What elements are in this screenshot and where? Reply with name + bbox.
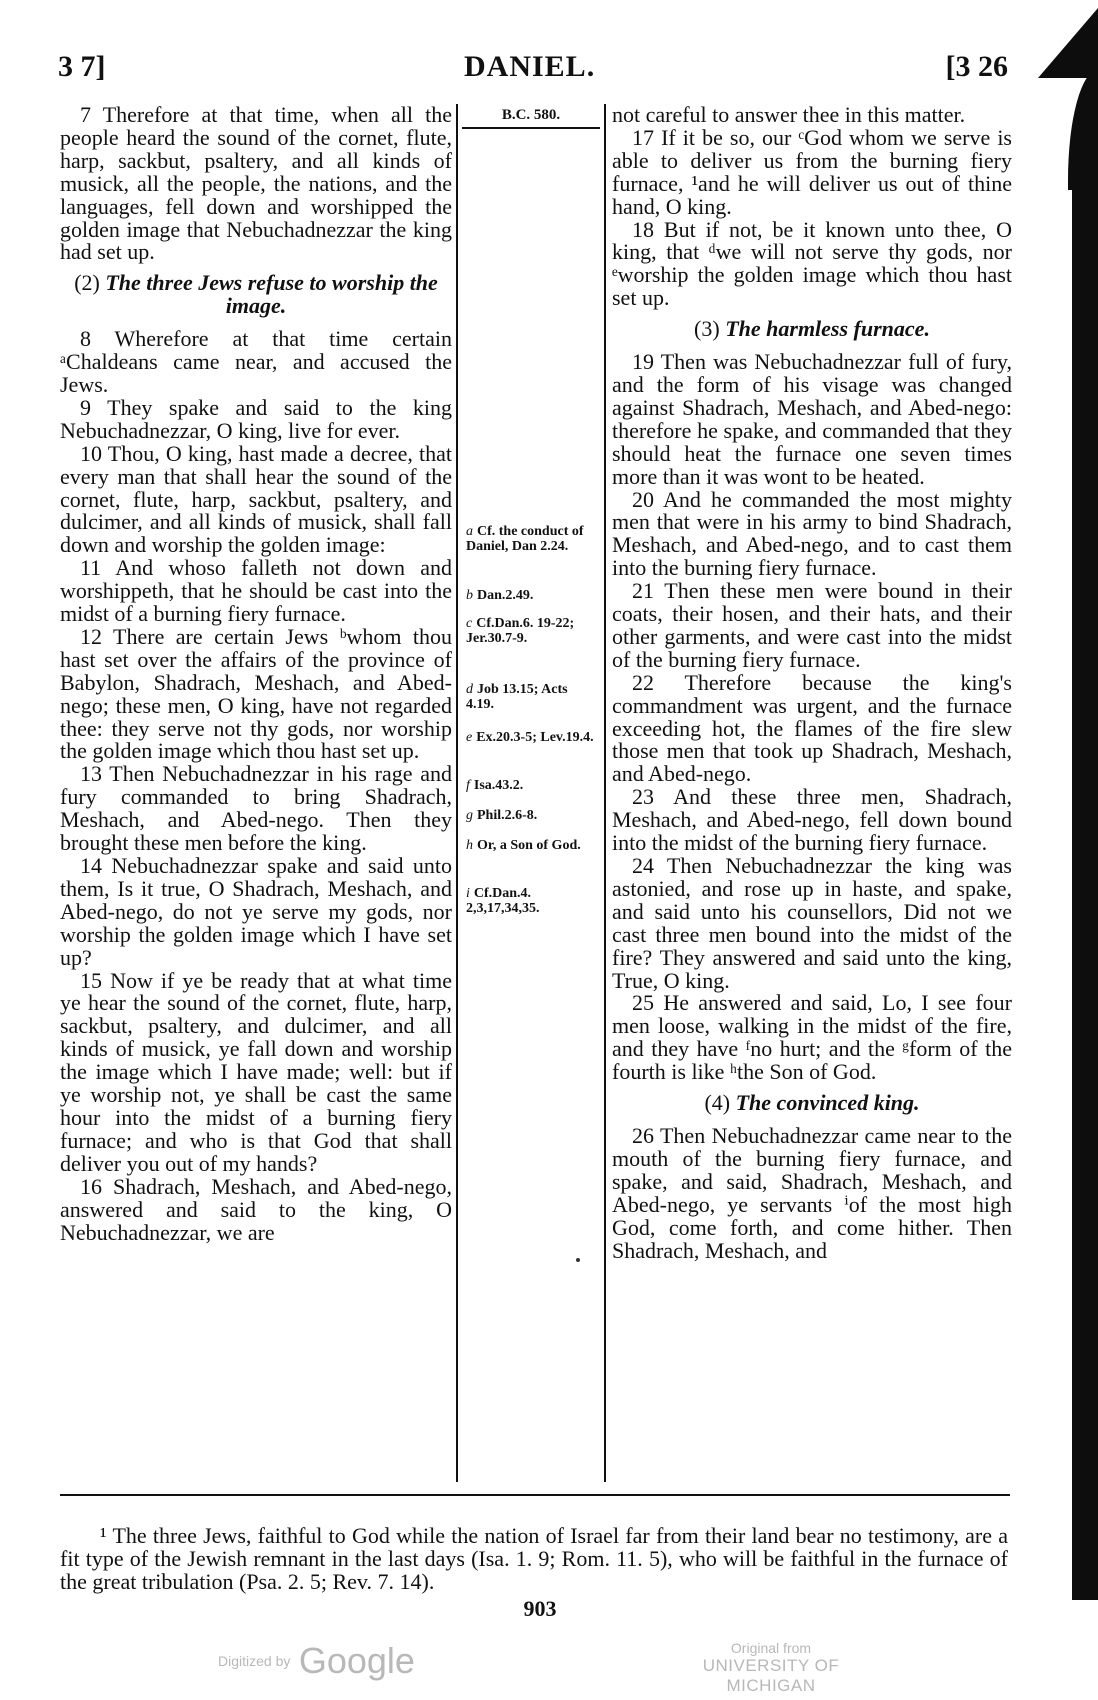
book-title: DANIEL.	[464, 50, 596, 83]
verse-9: 9 They spake and said to the king Nebuchadnezzar, O king, live for ever.	[60, 394, 452, 443]
left-column	[60, 104, 452, 1244]
original-from-label: Original from	[730, 1640, 812, 1656]
heading-text: The convinced king.	[735, 1090, 920, 1116]
verse-8: 8 Wherefore at that time certain ᵃChaldeans came near, and accused the Jews.	[60, 326, 452, 397]
column-divider-right	[604, 104, 606, 1482]
column-divider-left	[456, 104, 458, 1482]
margin-note-i: i Cf.Dan.4. 2,3,17,34,35.	[466, 886, 540, 916]
margin-note-f: f Isa.43.2.	[466, 778, 524, 793]
footnote: ¹ The three Jews, faithful to God while the nation of Israel far from their land bear no testimony, are a fit type of the Jewish remnant in the last days (Isa. 1. 9; Rom. 11. 5), who will be faithful in the furnace of the great tribulation (Psa. 2. 5; Rev. 7. 14).	[60, 1523, 1008, 1594]
running-header	[58, 50, 1008, 86]
verse-24: 24 Then Nebuchadnezzar the king was astonied, and rose up in haste, and spake, and said unto his counsellors, Did not we cast three men bound into the midst of the fire? They answered and said unto the king, True, O king.	[612, 853, 1012, 993]
margin-note-c: c Cf.Dan.6. 19-22; Jer.30.7-9.	[466, 616, 575, 646]
verse-16: 16 Shadrach, Meshach, and Abed-nego, answered and said to the king, O Nebuchadnezzar, we are	[60, 1173, 452, 1245]
verse-11: 11 And whoso falleth not down and worshippeth, that he should be cast into the midst of a burning fiery furnace.	[60, 555, 452, 627]
binding-edge	[1058, 0, 1098, 1700]
margin-note-d: d Job 13.15; Acts 4.19.	[466, 682, 568, 712]
heading-number: (3)	[694, 316, 720, 342]
heading-text: The three Jews refuse to worship the image.	[105, 270, 438, 319]
verse-15: 15 Now if ye be ready that at what time ye hear the sound of the cornet, flute, harp, sackbut, psaltery, and dulcimer, and all kinds of musick, ye fall down and worship the image which I have made; well: but if ye worship not, ye shall be cast the same hour into the midst of a burning fiery furnace; and who is that God that shall deliver you out of my hands?	[60, 967, 452, 1176]
margin-references	[462, 107, 600, 916]
header-right-ref: [3 26	[945, 50, 1008, 83]
section-heading-4	[612, 1092, 1012, 1115]
verse-22: 22 Therefore because the king's commandment was urgent, and the furnace exceeding hot, the flames of the fire slew those men that took up Shadrach, Meshach, and Abed-nego.	[612, 669, 1012, 787]
margin-note-g: g Phil.2.6-8.	[466, 808, 538, 823]
verse-18: 18 But if not, be it known unto thee, O king, that ᵈwe will not serve thy gods, nor ᵉworship the golden image which thou hast set up.	[612, 216, 1012, 311]
heading-text: The harmless furnace.	[725, 316, 930, 342]
source-watermark	[656, 1640, 886, 1696]
footnote-rule	[60, 1494, 1010, 1496]
margin-note-e: e Ex.20.3-5; Lev.19.4.	[466, 730, 594, 745]
heading-number: (2)	[74, 270, 100, 296]
margin-note-a: a Cf. the conduct of Daniel, Dan 2.24.	[466, 524, 584, 554]
verse-7: 7 Therefore at that time, when all the people heard the sound of the cornet, flute, harp, sackbut, psaltery, and all kinds of musick, all the people, the nations, and the languages, fell down and worshipped the golden image that Nebuchadnezzar the king had set up.	[60, 102, 452, 265]
verse-26: 26 Then Nebuchadnezzar came near to the mouth of the burning fiery furnace, and spake, and said, Shadrach, Meshach, and Abed-nego, ye servants ⁱof the most high God, come forth, and come hither. Then Shadrach, Meshach, and	[612, 1122, 1012, 1263]
section-heading-2	[60, 272, 452, 318]
header-left-ref: 3 7]	[58, 50, 106, 83]
verse-13: 13 Then Nebuchadnezzar in his rage and fury commanded to bring Shadrach, Meshach, and Abed-nego. Then they brought these men before the king.	[60, 761, 452, 856]
heading-number: (4)	[704, 1090, 731, 1116]
verse-16-continued: not careful to answer thee in this matter.	[612, 102, 966, 127]
margin-note-h: h Or, a Son of God.	[466, 838, 581, 853]
verse-10: 10 Thou, O king, hast made a decree, that every man that shall hear the sound of the cornet, flute, harp, sackbut, psaltery, and dulcimer, and all kinds of musick, shall fall down and worship the golden image:	[60, 440, 452, 558]
verse-17: 17 If it be so, our ᶜGod whom we serve is able to deliver us from the burning fiery furnace, ¹and he will deliver us out of thine hand, O king.	[612, 124, 1012, 219]
margin-note-b: b Dan.2.49.	[466, 588, 534, 603]
verse-12: 12 There are certain Jews ᵇwhom thou hast set over the affairs of the province of Babylon, Shadrach, Meshach, and Abed-nego; these men, O king, have not regarded thee: they serve not thy gods, nor worship the golden image which thou hast set up.	[60, 623, 452, 764]
right-column	[612, 104, 1012, 1262]
verse-21: 21 Then these men were bound in their coats, their hosen, and their hats, and their other garments, and were cast into the midst of the burning fiery furnace.	[612, 578, 1012, 672]
page-number: 903	[523, 1596, 557, 1621]
university-label: UNIVERSITY OF MICHIGAN	[702, 1656, 840, 1695]
date-label: B.C. 580.	[462, 108, 600, 129]
verse-25: 25 He answered and said, Lo, I see four men loose, walking in the midst of the fire, and they have ᶠno hurt; and the ᵍform of the fourth is like ʰthe Son of God.	[612, 990, 1012, 1085]
stray-mark	[576, 1258, 580, 1262]
verse-14: 14 Nebuchadnezzar spake and said unto them, Is it true, O Shadrach, Meshach, and Abed-nego, do not ye serve my gods, nor worship the golden image which I have set up?	[60, 853, 452, 970]
verse-23: 23 And these three men, Shadrach, Meshach, and Abed-nego, fell down bound into the midst of the burning fiery furnace.	[612, 784, 1012, 856]
section-heading-3	[612, 318, 1012, 341]
verse-19: 19 Then was Nebuchadnezzar full of fury, and the form of his visage was changed against Shadrach, Meshach, and Abed-nego: therefore he spake, and commanded that they should heat the furnace one seven times more than it was wont to be heated.	[612, 349, 1012, 489]
verse-20: 20 And he commanded the most mighty men that were in his army to bind Shadrach, Meshach, and Abed-nego, and to cast them into the burning fiery furnace.	[612, 486, 1012, 581]
digitized-label: Digitized by	[218, 1653, 291, 1669]
google-logo: Google	[298, 1640, 415, 1681]
digitized-watermark	[218, 1640, 415, 1682]
